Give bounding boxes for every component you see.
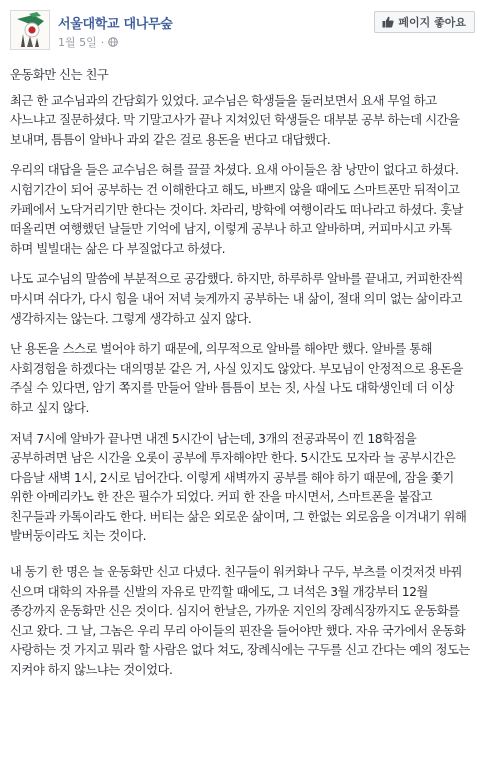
like-page-label: 페이지 좋아요 bbox=[398, 16, 466, 29]
page-avatar[interactable] bbox=[10, 10, 50, 50]
post-paragraph: 내 동기 한 명은 늘 운동화만 신고 다녔다. 친구들이 워커화나 구두, 부츠를 이것저것 바꿔 신으며 대학의 자유를 신발의 자유로 만끽할 때에도, 그 녀석은 3월 개강부터 12월 종강까지 운동화만 신은 것이다. 심지어 한날은, 가까운 지인의 장례식장까지도 운동화를 신고 왔다. 그 날, 그놈은 우리 무리 아이들의 핀잔을 들어야만 했다. 자유 국가에서 운동화 사랑하는 것 가지고 뭐라 할 사람은 없다 쳐도, 장례식에는 구두를 신고 간다는 예의 정도는 지켜야 하지 않느냐는 것이었다. bbox=[10, 565, 470, 678]
like-page-button[interactable] bbox=[374, 11, 475, 33]
globe-icon[interactable] bbox=[108, 37, 118, 47]
post-paragraph: 저녁 7시에 알바가 끝나면 내겐 5시간이 남는데, 3개의 전공과목이 낀 18학점을 공부하려면 남은 시간을 오롯이 공부에 투자해야만 한다. 5시간도 모자라 늘 공부시간은 다음날 새벽 1시, 2시로 넘어간다. 이렇게 새벽까지 공부를 해야 하기 때문에, 잠을 쫓기 위한 아메리카노 한 잔은 필수가 되었다. 커피 한 잔을 마시면서, 스마트폰을 붙잡고 친구들과 카톡이라도 한다. 버티는 삶은 외로운 삶이며, 그 한없는 외로움을 이겨내기 위해 발버둥이라도 치는 것이다. bbox=[10, 431, 467, 544]
thumbs-up-icon bbox=[382, 16, 394, 28]
post-paragraph: 최근 한 교수님과의 간담회가 있었다. 교수님은 학생들을 둘러보면서 요새 무얼 하고 사느냐고 질문하셨다. 막 기말고사가 끝나 지쳐있던 학생들은 대부분 공부 하는데 시간을 보내며, 틈틈이 알바나 과외 같은 걸로 용돈을 번다고 대답했다. bbox=[10, 93, 460, 147]
post-header bbox=[0, 0, 485, 58]
page-name-link[interactable]: 서울대학교 대나무숲 bbox=[58, 17, 173, 32]
post-meta: 1월 5일 · bbox=[58, 34, 118, 50]
post-body bbox=[0, 58, 485, 681]
post-title: 운동화만 신는 친구 bbox=[10, 68, 109, 82]
post-paragraph: 우리의 대답을 들은 교수님은 혀를 끌끌 차셨다. 요새 아이들은 참 낭만이 없다고 하셨다. 시험기간이 되어 공부하는 건 이해한다고 해도, 바쁘지 않을 때에도 스마트폰만 뒤적이고 카페에서 노닥거리기만 한다는 것이다. 차라리, 방학에 여행이라도 떠나라고 하셨다. 훗날 떠올리면 여행했던 날들만 기억에 남지, 이렇게 공부나 하고 알바하며, 커피마시고 카톡 하며 빌빌대는 삶은 다 부질없다고 하셨다. bbox=[10, 163, 463, 256]
bamboo-logo-icon bbox=[11, 11, 49, 49]
post-paragraph: 나도 교수님의 말씀에 부분적으로 공감했다. 하지만, 하루하루 알바를 끝내고, 커피한잔씩 마시며 쉬다가, 다시 힘을 내어 저녁 늦게까지 공부하는 내 삶이, 절대 의미 없는 삶이라고 생각하지는 않는다. 그렇게 생각하고 싶지 않다. bbox=[10, 272, 463, 326]
post-paragraph: 난 용돈을 스스로 벌어야 하기 때문에, 의무적으로 알바를 해야만 했다. 알바를 통해 사회경험을 하겠다는 대의명분 같은 거, 사실 있지도 않았다. 부모님이 안정적으로 용돈을 주실 수 있다면, 암기 쪽지를 만들어 알바 틈틈이 보는 짓, 사실 나도 대학생인데 더 이상 하고 싶지 않다. bbox=[10, 342, 463, 415]
post-date[interactable]: 1월 5일 bbox=[58, 36, 97, 49]
